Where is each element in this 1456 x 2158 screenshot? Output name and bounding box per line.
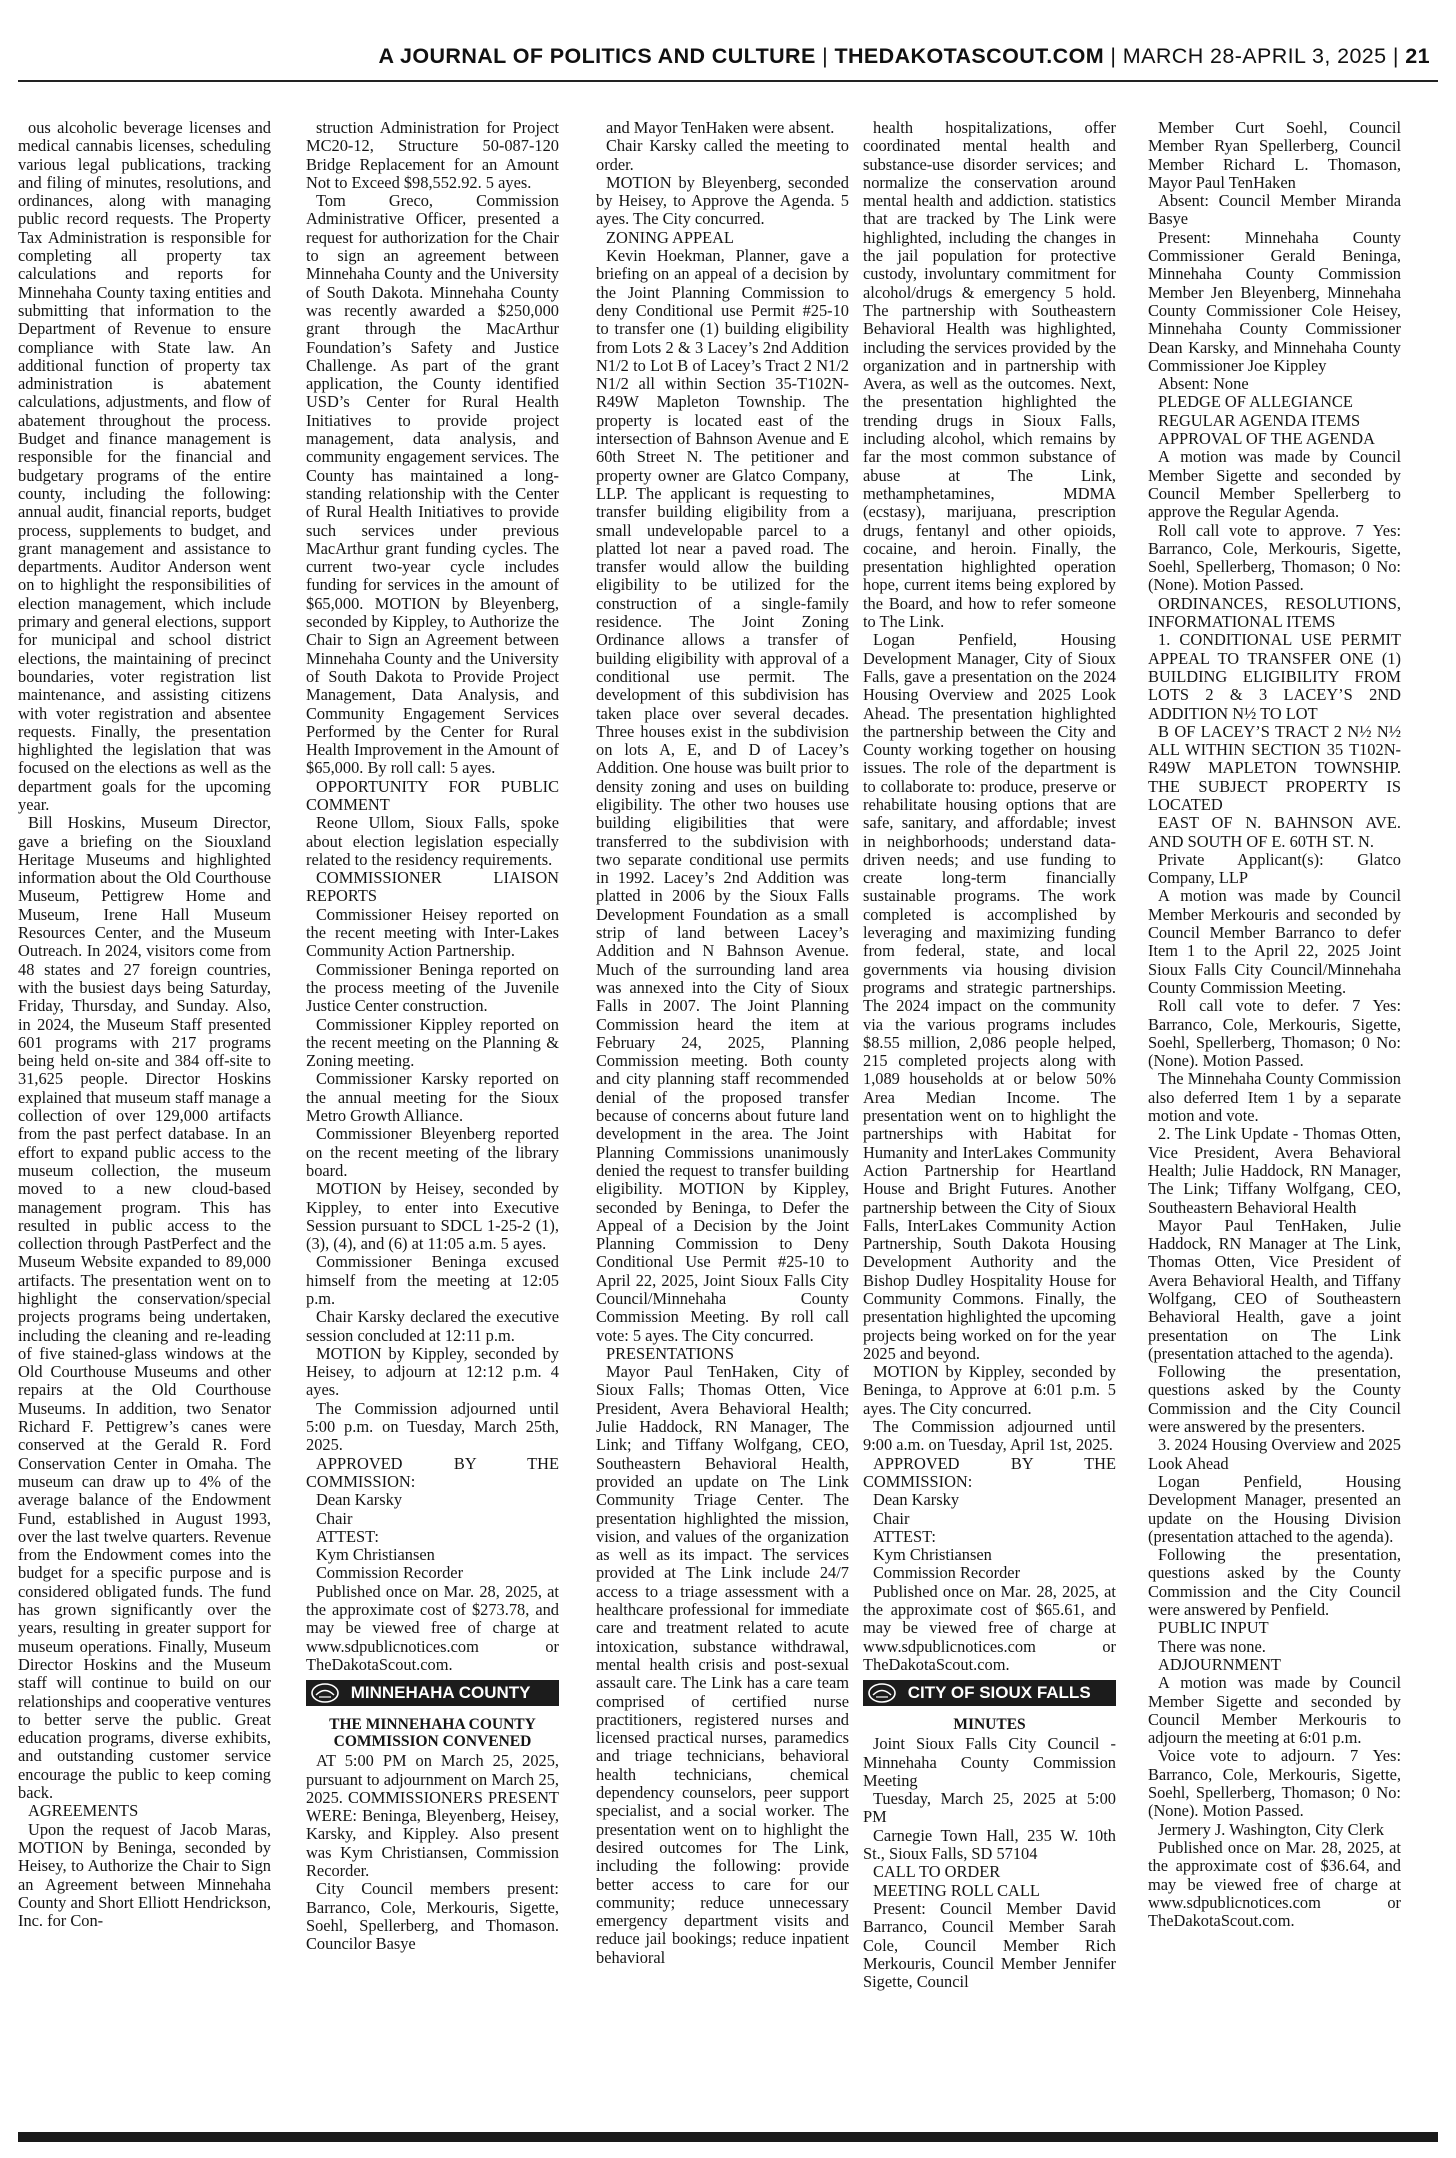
paragraph: EAST OF N. BAHNSON AVE. AND SOUTH OF E. 60TH ST. N. [1148,813,1401,851]
paragraph: MOTION by Kippley, seconded by Beninga, to Approve at 6:01 p.m. 5 ayes. The City concurred. [863,1362,1116,1418]
col3-body [596,119,849,1967]
col2b-body [306,1752,559,1953]
col5-body [1148,119,1401,1930]
paragraph: Chair Karsky called the meeting to order. [596,136,849,174]
paragraph: Mayor Paul TenHaken, Julie Haddock, RN Manager at The Link, Thomas Otten, Vice President of Avera Behavioral Health, and Tiffany Wolfgang, CEO of Southeastern Behavioral Health, gave a joint presentation on The Link (presentation attached to the agenda). [1148,1215,1401,1363]
header-separator: | [1392,44,1399,68]
paragraph: Present: Council Member David Barranco, Council Member Sarah Cole, Council Member Rich Merkouris, Council Member Jennifer Sigette, Council [863,1898,1116,1992]
col2a-body [306,119,559,1674]
paragraph: ORDINANCES, RESOLUTIONS, INFORMATIONAL ITEMS [1148,593,1401,632]
paragraph: OPPORTUNITY FOR PUBLIC COMMENT [306,776,559,814]
paragraph: The Minnehaha County Commission also deferred Item 1 by a separate motion and vote. [1148,1069,1401,1126]
paragraph: Roll call vote to approve. 7 Yes: Barranco, Cole, Merkouris, Sigette, Soehl, Spellerberg, Thomason; 0 No: (None). Motion Passed. [1148,520,1401,595]
paragraph: Dean Karsky [316,1490,403,1510]
paragraph: ATTEST: [316,1526,379,1546]
paragraph: ADJOURNMENT [1158,1654,1281,1674]
paragraph: Published once on Mar. 28, 2025, at the approximate cost of $273.78, and may be viewed free of charge at www.sdpublicnotices.com or TheDakotaScout.com. [306,1581,559,1674]
section-banner-sioux-falls [863,1680,1116,1706]
paragraph: Kym Christiansen [316,1545,435,1565]
paragraph: Absent: None [1158,374,1249,394]
paragraph: MEETING ROLL CALL [873,1880,1040,1900]
paragraph: MOTION by Bleyenberg, seconded by Heisey, to Approve the Agenda. 5 ayes. The City concurred. [596,172,849,229]
paragraph: Mayor Paul TenHaken, City of Sioux Falls; Thomas Otten, Vice President, Avera Behavioral Health; Julie Haddock, RN Manager, The Link; and Tiffany Wolfgang, CEO, Southeastern Behavioral Health, provided an update on The Link Community Triage Center. The presentation highlighted the mission, vision, and values of the organization as well as its impact. The services provided at The Link include 24/7 access to a triage assessment with a healthcare professional for immediate care and treatment related to acute intoxication, substance withdrawal, mental health crisis and post-sexual assault care. The Link has a care team comprised of certified nurse practitioners, registered nurses and licensed practical nurses, paramedics and triage technicians, behavioral health technicians, chemical dependency counselors, peer support specialist, and a social worker. The presentation went on to highlight the desired outcomes for The Link, including the following: provide better access to care for our community; reduce unnecessary emergency department visits and reduce jail bookings; reduce inpatient behavioral [596,1362,849,1967]
paragraph: Dean Karsky [873,1490,960,1510]
city-seal-icon [867,1683,897,1703]
publication-tagline: A JOURNAL OF POLITICS AND CULTURE [378,44,816,68]
paragraph: MOTION by Heisey, seconded by Kippley, to enter into Executive Session pursuant to SDCL 1-25-2 (1), (3), (4), and (6) at 11:05 a.m. 5 ayes. [306,1179,559,1254]
paragraph: and Mayor TenHaken were absent. [606,119,835,137]
paragraph: Commissioner Karsky reported on the annual meeting for the Sioux Metro Growth Alliance. [306,1069,559,1126]
paragraph: Member Curt Soehl, Council Member Ryan Spellerberg, Council Member Richard L. Thomason, Mayor Paul TenHaken [1148,119,1401,192]
paragraph: PLEDGE OF ALLEGIANCE [1158,392,1353,412]
paragraph: Published once on Mar. 28, 2025, at the approximate cost of $65.61, and may be viewed free of charge at www.sdpublicnotices.com or TheDakotaScout.com. [863,1581,1116,1674]
column-4 [863,119,1116,2127]
paragraph: Following the presentation, questions asked by the County Commission and the City Council were answered by the presenters. [1148,1362,1401,1437]
paragraph: 2. The Link Update - Thomas Otten, Vice President, Avera Behavioral Health; Julie Haddock, RN Manager, The Link; Tiffany Wolfgang, CEO, Southeastern Behavioral Health [1148,1124,1401,1217]
paragraph: Upon the request of Jacob Maras, MOTION by Beninga, seconded by Heisey, to Authorize the Chair to Sign an Agreement between Minnehaha County and Short Elliott Hendrickson, Inc. for Con- [18,1819,271,1931]
header-separator: | [822,44,829,68]
paragraph: Kevin Hoekman, Planner, gave a briefing on an appeal of a decision by the Joint Planning Commission to deny Conditional use Permit #25-10 to transfer one (1) building eligibility from Lots 2 & 3 Lacey’s 2nd Addition N1/2 to Lot B of Lacey’s Tract 2 N1/2 N1/2 all within Section 35-T102N-R49W Mapleton Township. The property is located east of the intersection of Bahnson Avenue and E 60th Street N. The petitioner and property owner are Glatco Company, LLP. The applicant is requesting to transfer building eligibility from a small undevelopable parcel to a platted lot near a paved road. The transfer would allow the building eligibility to be utilized for the construction of a single-family residence. The Joint Zoning Ordinance allows a transfer of building eligibility with approval of a conditional use permit. The development of this subdivision has taken place over several decades. Three houses exist in the subdivision on lots A, E, and D of Lacey’s Addition. One house was built prior to density zoning and uses on building eligibility. The other two houses use building eligibilities that were transferred to the subdivision with two separate conditional use permits in 1992. Lacey’s 2nd Addition was platted in 2006 by the Sioux Falls Development Foundation as a small strip of land between Lacey’s Addition and N Bahnson Avenue. Much of the surrounding land area was annexed into the City of Sioux Falls in 2007. The Joint Planning Commission heard the item at February 24, 2025, Planning Commission meeting. Both county and city planning staff recommended denial of the proposed transfer because of concerns about future land development in the area. The Joint Planning Commissions unanimously denied the request to transfer building eligibility. MOTION by Kippley, seconded by Beninga, to Defer the Appeal of a Decision by the Joint Planning Commission to Deny Conditional Use Permit #25-10 to April 22, 2025, Joint Sioux Falls City Council/Minnehaha County Commission Meeting. By roll call vote: 5 ayes. The City concurred. [596,246,849,1345]
section-banner-minnehaha [306,1680,559,1706]
paragraph: 3. 2024 Housing Overview and 2025 Look Ahead [1148,1435,1401,1473]
paragraph: The Commission adjourned until 5:00 p.m. on Tuesday, March 25th, 2025. [306,1398,559,1455]
paragraph: AGREEMENTS [28,1801,139,1821]
paragraph: Published once on Mar. 28, 2025, at the approximate cost of $36.64, and may be viewed free of charge at www.sdpublicnotices.com or TheDakotaScout.com. [1148,1837,1401,1931]
paragraph: Bill Hoskins, Museum Director, gave a briefing on the Siouxland Heritage Museums and highlighted information about the Old Courthouse Museum, Pettigrew Home and Museum, Irene Hall Museum Resources Center, and the Museum Outreach. In 2024, visitors come from 48 states and 27 foreign countries, with the busiest days being Saturday, Friday, Thursday, and Sunday. Also, in 2024, the Museum Staff presented 601 programs with 217 programs being held on-site and 384 off-site to 31,625 people. Director Hoskins explained that museum staff manage a collection of over 129,000 artifacts from the past perfect database. In an effort to expand public access to the museum collection, the museum moved to a new cloud-based management program. This has resulted in public access to the collection through PastPerfect and the Museum Website expanded to 89,000 artifacts. The presentation went on to highlight the conservation/special projects programs being undertaken, including the cleaning and re-leading of five stained-glass windows at the Old Courthouse Museums and other repairs at the Old Courthouse Museums. In addition, two Senator Richard F. Pettigrew’s canes were conserved at the Gerald R. Ford Conservation Center in Omaha. The museum can draw up to 4% of the average balance of the Endowment Fund, established in August 1993, over the last twelve quarters. Revenue from the Endowment comes into the budget for a specific purpose and is considered obligated funds. The fund has grown significantly over the years, resulting in greater support for museum operations. Finally, Museum Director Hoskins and the Museum staff will continue to build on our relationships and cooperative ventures to better serve the public. Great education programs, diverse exhibits, and outstanding customer service encourage the public to keep coming back. [18,813,271,1803]
paragraph: ZONING APPEAL [606,227,734,247]
paragraph: A motion was made by Council Member Merkouris and seconded by Council Member Barranco to defer Item 1 to the April 22, 2025 Joint Sioux Falls City Council/Minnehaha County Commission Meeting. [1148,886,1401,997]
county-seal-icon [310,1683,340,1703]
column-5 [1148,119,1401,2127]
paragraph: Reone Ullom, Sioux Falls, spoke about election legislation especially related to the residency requirements. [306,813,559,869]
paragraph: PUBLIC INPUT [1158,1618,1269,1638]
page-number: 21 [1405,44,1430,68]
header-separator: | [1110,44,1117,68]
column-1 [18,119,271,2127]
paragraph: REGULAR AGENDA ITEMS [1158,410,1361,430]
paragraph: Jermery J. Washington, City Clerk [1158,1819,1385,1839]
paragraph: Voice vote to adjourn. 7 Yes: Barranco, Cole, Merkouris, Sigette, Soehl, Spellerberg, Thomason; 0 No: (None). Motion Passed. [1148,1746,1401,1821]
paragraph: APPROVED BY THE COMMISSION: [863,1453,1116,1491]
footer-rule [18,2132,1438,2142]
col1-body [18,119,271,1930]
paragraph: Commissioner Beninga excused himself from the meeting at 12:05 p.m. [306,1252,559,1308]
paragraph: Present: Minnehaha County Commissioner Gerald Beninga, Minnehaha County Commission Member Jen Bleyenberg, Minnehaha County Commissioner Cole Heisey, Minnehaha County Commissioner Dean Karsky, and Minnehaha County Commissioner Joe Kippley [1148,227,1401,375]
paragraph: There was none. [1158,1636,1266,1656]
paragraph: Joint Sioux Falls City Council - Minnehaha County Commission Meeting [863,1734,1116,1790]
paragraph: City Council members present: Barranco, Cole, Merkouris, Sigette, Soehl, Spellerberg, and Thomason. Councilor Basye [306,1879,559,1954]
paragraph: health hospitalizations, offer coordinated mental health and substance-use disorder services; and normalize the conservation around mental health and addiction. statistics that are tracked by The Link were highlighted, including the changes in the jail population for protective custody, involuntary commitment for alcohol/drugs & emergency 5 hold. The partnership with Southeastern Behavioral Health was highlighted, including the services provided by the organization and in partnership with Avera, as well as the outcomes. Next, the presentation highlighted the trending drugs in Sioux Falls, including alcohol, which remains by far the most common substance of abuse at The Link, methamphetamines, MDMA (ecstasy), marijuana, prescription drugs, fentanyl and other opioids, cocaine, and heroin. Finally, the presentation highlighted operation hope, current items being explored by the Board, and how to refer someone to The Link. [863,119,1116,632]
header-rule [18,80,1438,82]
paragraph: Commissioner Bleyenberg reported on the recent meeting of the library board. [306,1124,559,1180]
paragraph: PRESENTATIONS [606,1343,735,1363]
paragraph: APPROVAL OF THE AGENDA [1158,429,1375,449]
column-2 [306,119,559,2127]
paragraph: The Commission adjourned until 9:00 a.m. on Tuesday, April 1st, 2025. [863,1417,1116,1455]
paragraph: ATTEST: [873,1526,936,1546]
paragraph: Commissioner Beninga reported on the process meeting of the Juvenile Justice Center construction. [306,959,559,1016]
column-3 [596,119,849,2127]
paragraph: Following the presentation, questions asked by the County Commission and the City Council were answered by Penfield. [1148,1545,1401,1620]
paragraph: APPROVED BY THE COMMISSION: [306,1453,559,1491]
paragraph: Chair [873,1508,910,1528]
headline-line-2: COMMISSION CONVENED [333,1733,532,1751]
minnehaha-headline [306,1716,559,1750]
paragraph: Commissioner Kippley reported on the recent meeting on the Planning & Zoning meeting. [306,1014,559,1071]
paragraph: MOTION by Kippley, seconded by Heisey, to adjourn at 12:12 p.m. 4 ayes. [306,1343,559,1400]
paragraph: 1. CONDITIONAL USE PERMIT APPEAL TO TRANSFER ONE (1) BUILDING ELIGIBILITY FROM LOTS 2 & 3 LACEY’S 2ND ADDITION N½ TO LOT [1148,630,1401,723]
paragraph: B OF LACEY’S TRACT 2 N½ N½ ALL WITHIN SECTION 35 T102N-R49W MAPLETON TOWNSHIP. THE SUBJECT PROPERTY IS LOCATED [1148,721,1401,814]
paragraph: Carnegie Town Hall, 235 W. 10th St., Sioux Falls, SD 57104 [863,1825,1116,1864]
section-title: MINNEHAHA COUNTY [350,1683,531,1703]
paragraph: A motion was made by Council Member Sigette and seconded by Council Member Spellerberg to approve the Regular Agenda. [1148,447,1401,522]
page-header [0,44,1430,69]
paragraph: ous alcoholic beverage licenses and medical cannabis licenses, scheduling various legal publications, tracking and filing of minutes, resolutions, and ordinances, along with managing public record requests. The Property Tax Administration is responsible for completing all property tax calculations and reports for Minnehaha County taxing entities and submitting that information to the Department of Revenue to ensure compliance with State law. An additional function of property tax administration is abatement calculations, adjustments, and flow of abatement throughout the process. Budget and finance management is responsible for the financial and budgetary programs of the entire county, including the following: annual audit, financial reports, budget process, supplements to budget, and grant management and assistance to departments. Auditor Anderson went on to highlight the responsibilities of election management, which include primary and general elections, support for municipal and school district elections, the maintaining of precinct boundaries, voter registration list maintenance, and assisting citizens with voter registration and absentee requests. Finally, the presentation highlighted the legislation that was focused on the elections as well as the department goals for the upcoming year. [18,119,271,814]
col4a-body [863,119,1116,1674]
paragraph: Commission Recorder [873,1563,1021,1583]
paragraph: Chair [316,1508,353,1528]
issue-dates: MARCH 28-APRIL 3, 2025 [1122,44,1387,68]
sioux-falls-headline [863,1716,1116,1733]
paragraph: A motion was made by Council Member Sigette and seconded by Council Member Merkouris to adjourn the meeting at 6:01 p.m. [1148,1673,1401,1748]
paragraph: COMMISSIONER LIAISON REPORTS [306,868,559,906]
paragraph: Logan Penfield, Housing Development Manager, presented an update on the Housing Division (presentation attached to the agenda). [1148,1471,1401,1546]
paragraph: struction Administration for Project MC20-12, Structure 50-087-120 Bridge Replacement for an Amount Not to Exceed $98,552.92. 5 ayes. [306,119,559,192]
paragraph: Absent: Council Member Miranda Basye [1148,191,1401,229]
paragraph: Private Applicant(s): Glatco Company, LLP [1148,849,1401,888]
headline-line-1: MINUTES [953,1716,1026,1734]
col4b-body [863,1735,1116,1991]
website-link[interactable]: THEDAKOTASCOUT.COM [834,44,1105,68]
paragraph: Commissioner Heisey reported on the recent meeting with Inter-Lakes Community Action Partnership. [306,904,559,961]
paragraph: Chair Karsky declared the executive session concluded at 12:11 p.m. [306,1307,559,1345]
paragraph: Tom Greco, Commission Administrative Officer, presented a request for authorization for the Chair to sign an agreement between Minnehaha County and the University of South Dakota. Minnehaha County was recently awarded a $250,000 grant through the MacArthur Foundation’s Safety and Justice Challenge. As part of the grant application, the County identified USD’s Center for Rural Health Initiatives to provide project management, data analysis, and community engagement services. The County has maintained a long-standing relationship with the Center of Rural Health Initiatives to provide such services under previous MacArthur grant funding cycles. The current two-year cycle includes funding for services in the amount of $65,000. MOTION by Bleyenberg, seconded by Kippley, to Authorize the Chair to Sign an Agreement between Minnehaha County and the University of South Dakota to Provide Project Management, Data Analysis, and Community Engagement Services Performed by the Center for Rural Health Improvement in the Amount of $65,000. By roll call: 5 ayes. [306,191,559,778]
paragraph: Kym Christiansen [873,1545,992,1565]
paragraph: Logan Penfield, Housing Development Manager, City of Sioux Falls, gave a presentation on the 2024 Housing Overview and 2025 Look Ahead. The presentation highlighted the partnership between the City and County working together on housing issues. The role of the department is to collaborate to: produce, preserve or rehabilitate housing options that are safe, sanitary, and affordable; invest in neighborhoods; understand data-driven needs; and use funding to create long-term financially sustainable programs. The work completed is accomplished by leveraging and maximizing funding from federal, state, and local governments via housing division programs and strategic partnerships. The 2024 impact on the community via the various programs includes $8.55 million, 2,086 people helped, 215 completed projects along with 1,089 households at or below 50% Area Median Income. The presentation went on to highlight the partnerships with Habitat for Humanity and InterLakes Community Action Partnership for Heartland House and Bright Futures. Another partnership between the City of Sioux Falls, InterLakes Community Action Partnership, South Dakota Housing Development Authority and the Bishop Dudley Hospitality House for Community Commons. Finally, the presentation highlighted the upcoming projects being worked on for the year 2025 and beyond. [863,630,1116,1363]
paragraph: Roll call vote to defer. 7 Yes: Barranco, Cole, Merkouris, Sigette, Soehl, Spellerberg, Thomason; 0 No: (None). Motion Passed. [1148,996,1401,1071]
paragraph: CALL TO ORDER [873,1862,1001,1882]
paragraph: Commission Recorder [316,1563,464,1583]
paragraph: Tuesday, March 25, 2025 at 5:00 PM [863,1789,1116,1827]
paragraph: AT 5:00 PM on March 25, 2025, pursuant to adjournment on March 25, 2025. COMMISSIONERS PRESENT WERE: Beninga, Bleyenberg, Heisey, Karsky, and Kippley. Also present was Kym Christiansen, Commission Recorder. [306,1751,559,1881]
headline-line-1: THE MINNEHAHA COUNTY [329,1716,536,1734]
section-title: CITY OF SIOUX FALLS [907,1683,1091,1703]
